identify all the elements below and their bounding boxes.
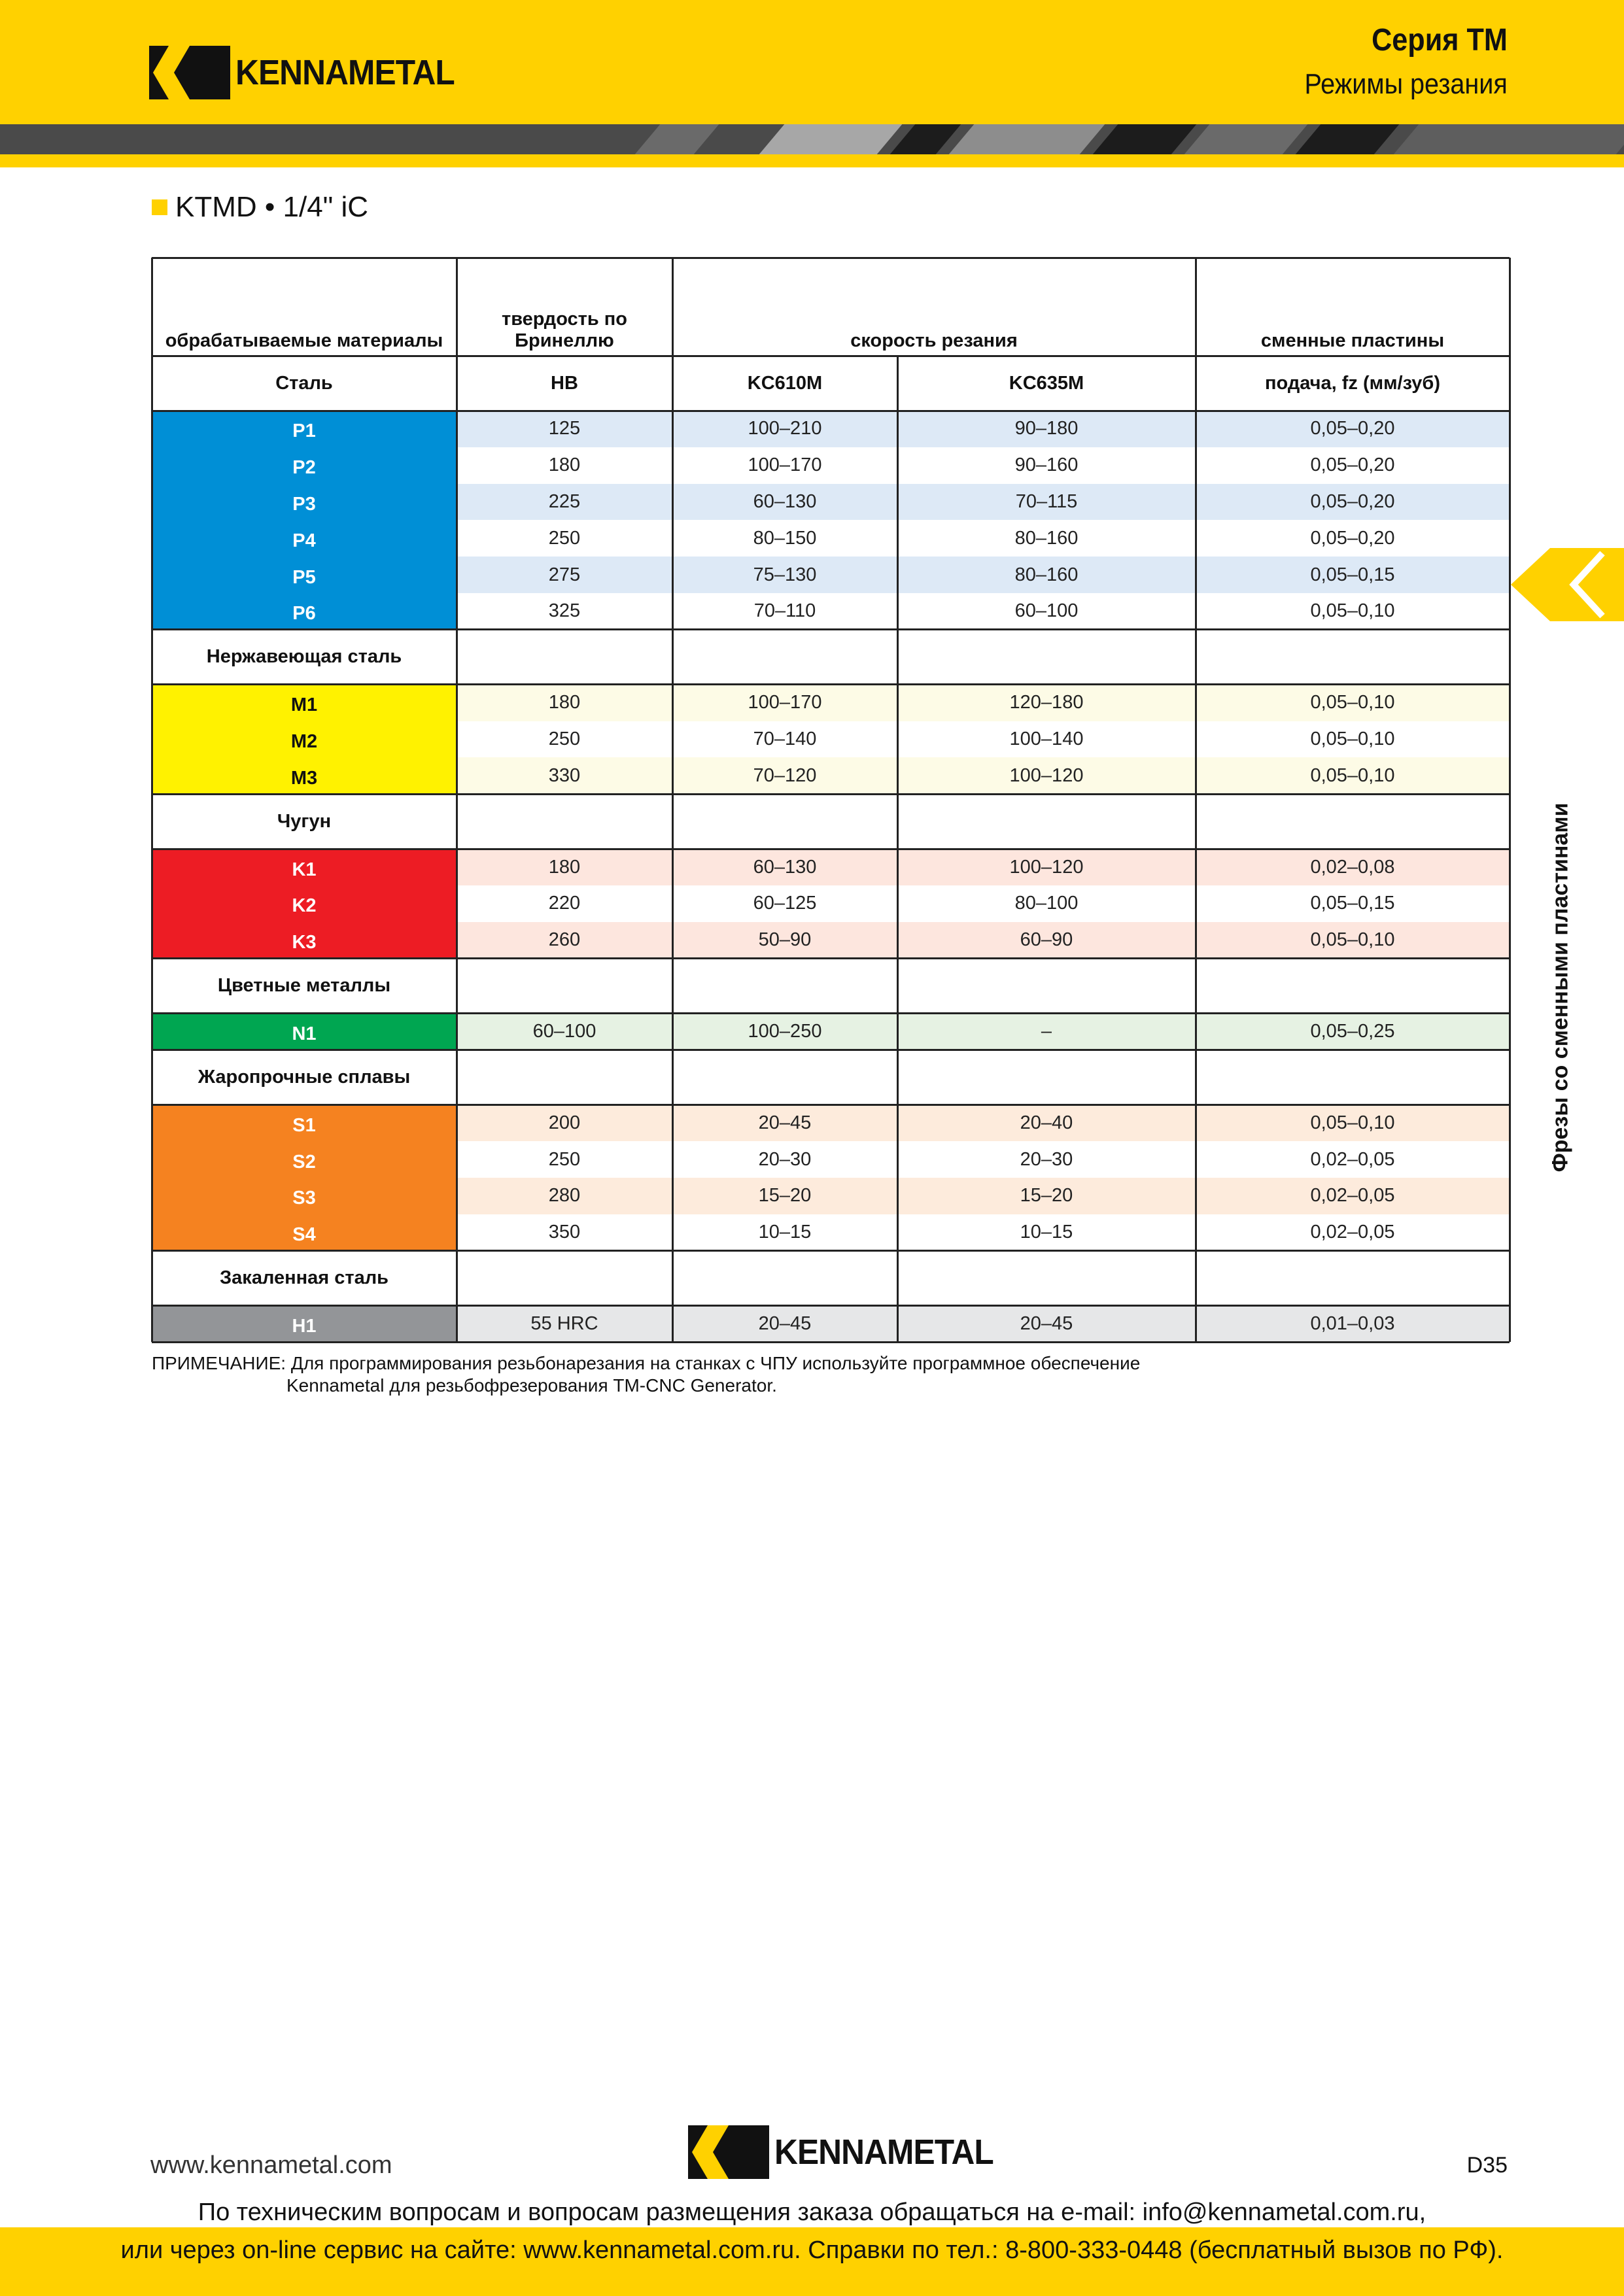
grid-line-h [152, 257, 1510, 259]
hb-value: 250 [548, 1148, 581, 1170]
grid-line-h [152, 1341, 1510, 1343]
kc635m-value: 15–20 [1020, 1185, 1073, 1207]
grid-line-h [152, 355, 1510, 357]
feed-value: 0,05–0,20 [1310, 527, 1395, 549]
material-code: P2 [292, 457, 316, 479]
kc610m-value: 60–125 [753, 893, 817, 914]
grid-line-v [672, 258, 674, 1342]
grid-line-h [152, 1104, 1510, 1106]
hb-value: 350 [548, 1222, 581, 1243]
kc610m-value: 100–170 [748, 454, 822, 476]
kc610m-value: 75–130 [753, 564, 817, 585]
feed-value: 0,05–0,20 [1310, 490, 1395, 512]
kc635m-value: 80–100 [1014, 893, 1079, 914]
feed-value: 0,05–0,10 [1310, 1112, 1395, 1133]
material-code: S3 [292, 1188, 316, 1209]
kc610m-value: 100–170 [748, 692, 822, 713]
material-code: N1 [292, 1023, 317, 1044]
feed-value: 0,05–0,20 [1310, 418, 1395, 439]
subheader-kc610m: KC610M [747, 372, 823, 394]
kc635m-value: 80–160 [1014, 527, 1079, 549]
material-code: S4 [292, 1224, 316, 1246]
subheader-hb: HB [551, 372, 578, 394]
subheader-kc635m: KC635M [1009, 372, 1084, 394]
side-tab-label: Фрезы со сменными пластинами [1547, 802, 1573, 1173]
hb-value: 200 [548, 1112, 581, 1133]
chevron-left-tab-icon [1511, 548, 1624, 621]
hb-value: 180 [548, 692, 581, 713]
hb-value: 180 [548, 856, 581, 878]
grid-line-h [152, 628, 1510, 630]
category-label: Цветные металлы [217, 975, 391, 997]
header-speed: скорость резания [850, 330, 1018, 351]
grid-line-h [152, 1049, 1510, 1051]
grid-line-h [152, 1305, 1510, 1307]
kc635m-value: 20–40 [1020, 1112, 1073, 1133]
grid-line-h [152, 848, 1510, 850]
section-title-text: KTMD • 1/4" iC [175, 191, 369, 223]
subheader-feed: подача, fz (мм/зуб) [1265, 372, 1440, 394]
kc635m-value: 100–120 [1009, 764, 1084, 786]
material-code: M3 [290, 767, 318, 789]
hb-value: 125 [548, 418, 581, 439]
feed-value: 0,02–0,05 [1310, 1185, 1395, 1207]
logo-wordmark: KENNAMETAL [235, 53, 455, 92]
material-code: S2 [292, 1151, 316, 1173]
feed-value: 0,05–0,10 [1310, 764, 1395, 786]
footer-url[interactable]: www.kennametal.com [150, 2151, 392, 2179]
footer-logo-wordmark: KENNAMETAL [774, 2133, 993, 2172]
kc610m-value: 20–45 [758, 1312, 812, 1334]
kc635m-value: 80–160 [1014, 564, 1079, 585]
kc610m-value: 20–45 [758, 1112, 812, 1133]
kc610m-value: 15–20 [758, 1185, 812, 1207]
kc635m-value: 90–160 [1014, 454, 1079, 476]
hb-value: 60–100 [532, 1020, 596, 1042]
hb-value: 325 [548, 600, 581, 622]
yellow-square-icon [152, 199, 167, 215]
material-code: M1 [290, 694, 318, 716]
feed-value: 0,05–0,15 [1310, 893, 1395, 914]
grid-line-h [152, 683, 1510, 685]
header-stripes [0, 124, 1624, 154]
material-code: P4 [292, 530, 316, 551]
section-title [152, 191, 368, 224]
kennametal-k-icon [688, 2125, 769, 2179]
kc610m-value: 70–110 [753, 600, 816, 622]
header-hardness: твердость по Бринеллю [502, 309, 627, 351]
note-line-1: Для программирования резьбонарезания на станках с ЧПУ используйте программное обеспечение [290, 1353, 1141, 1373]
kc635m-value: 120–180 [1009, 692, 1084, 713]
page-number: D35 [1466, 2153, 1508, 2178]
header-inserts: сменные пластины [1260, 330, 1445, 351]
footer-contact-line-2: или через on-line сервис на сайте: www.kennametal.com.ru. Справки по тел.: 8-800-333-0448 (бесплатный вызов по РФ). [120, 2236, 1504, 2264]
kc635m-value: – [1041, 1020, 1052, 1042]
kc635m-value: 100–140 [1009, 728, 1084, 749]
feed-value: 0,05–0,15 [1310, 564, 1395, 585]
series-subtitle: Режимы резания [1304, 68, 1508, 100]
material-code: K3 [292, 932, 317, 953]
note-label: ПРИМЕЧАНИЕ: [152, 1353, 286, 1373]
material-code: P6 [292, 603, 316, 625]
grid-line-h [152, 410, 1510, 412]
kc635m-value: 10–15 [1020, 1222, 1073, 1243]
hb-value: 180 [548, 454, 581, 476]
header-thin-band [0, 154, 1624, 167]
material-code: K2 [292, 895, 317, 917]
kc610m-value: 60–130 [753, 856, 817, 878]
kc635m-value: 100–120 [1009, 856, 1084, 878]
hb-value: 260 [548, 929, 581, 951]
hb-value: 225 [548, 490, 581, 512]
grid-line-v [151, 258, 153, 1342]
feed-value: 0,05–0,10 [1310, 929, 1395, 951]
grid-line-v [1509, 258, 1511, 1342]
kc635m-value: 90–180 [1014, 418, 1079, 439]
hb-value: 55 HRC [530, 1312, 598, 1334]
grid-line-h [152, 957, 1510, 959]
kc610m-value: 80–150 [753, 527, 817, 549]
kc610m-value: 60–130 [753, 490, 817, 512]
grid-line-h [152, 1012, 1510, 1014]
material-code: S1 [292, 1114, 316, 1136]
grid-line-h [152, 793, 1510, 795]
feed-value: 0,05–0,20 [1310, 454, 1395, 476]
header-materials: обрабатываемые материалы [165, 330, 443, 351]
hb-value: 330 [548, 764, 581, 786]
feed-value: 0,02–0,08 [1310, 856, 1395, 878]
feed-value: 0,05–0,10 [1310, 728, 1395, 749]
feed-value: 0,05–0,10 [1310, 600, 1395, 622]
subheader-category: Сталь [275, 372, 333, 394]
kennametal-logo [149, 46, 474, 99]
category-label: Закаленная сталь [220, 1267, 389, 1289]
footer-contact-line-1: По техническим вопросам и вопросам размещения заказа обращаться на e-mail: info@kennametal.com.ru, [198, 2199, 1426, 2226]
kc635m-value: 60–90 [1020, 929, 1073, 951]
hb-value: 220 [548, 893, 581, 914]
kc635m-value: 60–100 [1014, 600, 1079, 622]
grid-line-h [152, 1250, 1510, 1252]
kc610m-value: 70–120 [753, 764, 817, 786]
note-line-2: Kennametal для резьбофрезерования TM-CNC Generator. [286, 1375, 777, 1396]
feed-value: 0,02–0,05 [1310, 1222, 1395, 1243]
series-title: Серия ТМ [1372, 23, 1508, 58]
feed-value: 0,02–0,05 [1310, 1148, 1395, 1170]
kc610m-value: 20–30 [758, 1148, 812, 1170]
kennametal-k-icon [149, 46, 230, 99]
kc635m-value: 70–115 [1015, 490, 1078, 512]
footer-kennametal-logo [688, 2125, 1012, 2179]
hb-value: 275 [548, 564, 581, 585]
feed-value: 0,05–0,10 [1310, 692, 1395, 713]
material-code: H1 [292, 1315, 317, 1337]
kc635m-value: 20–45 [1020, 1312, 1073, 1334]
material-code: P3 [292, 493, 316, 515]
kc610m-value: 50–90 [758, 929, 812, 951]
table-note [152, 1352, 1140, 1397]
feed-value: 0,05–0,25 [1310, 1020, 1395, 1042]
feed-value: 0,01–0,03 [1310, 1312, 1395, 1334]
kc610m-value: 70–140 [753, 728, 817, 749]
hb-value: 280 [548, 1185, 581, 1207]
kc610m-value: 100–250 [748, 1020, 822, 1042]
category-label: Жаропрочные сплавы [198, 1066, 411, 1088]
material-code: P1 [292, 420, 316, 442]
grid-line-v [1195, 258, 1197, 1342]
category-label: Нержавеющая сталь [206, 646, 402, 668]
material-code: K1 [292, 859, 317, 880]
kc610m-value: 10–15 [758, 1222, 812, 1243]
grid-line-v [456, 258, 458, 1342]
kc610m-value: 100–210 [748, 418, 822, 439]
hb-value: 250 [548, 527, 581, 549]
material-code: M2 [290, 730, 318, 752]
hb-value: 250 [548, 728, 581, 749]
category-label: Чугун [277, 810, 332, 832]
kc635m-value: 20–30 [1020, 1148, 1073, 1170]
material-code: P5 [292, 566, 316, 588]
grid-line-v [897, 356, 899, 1342]
